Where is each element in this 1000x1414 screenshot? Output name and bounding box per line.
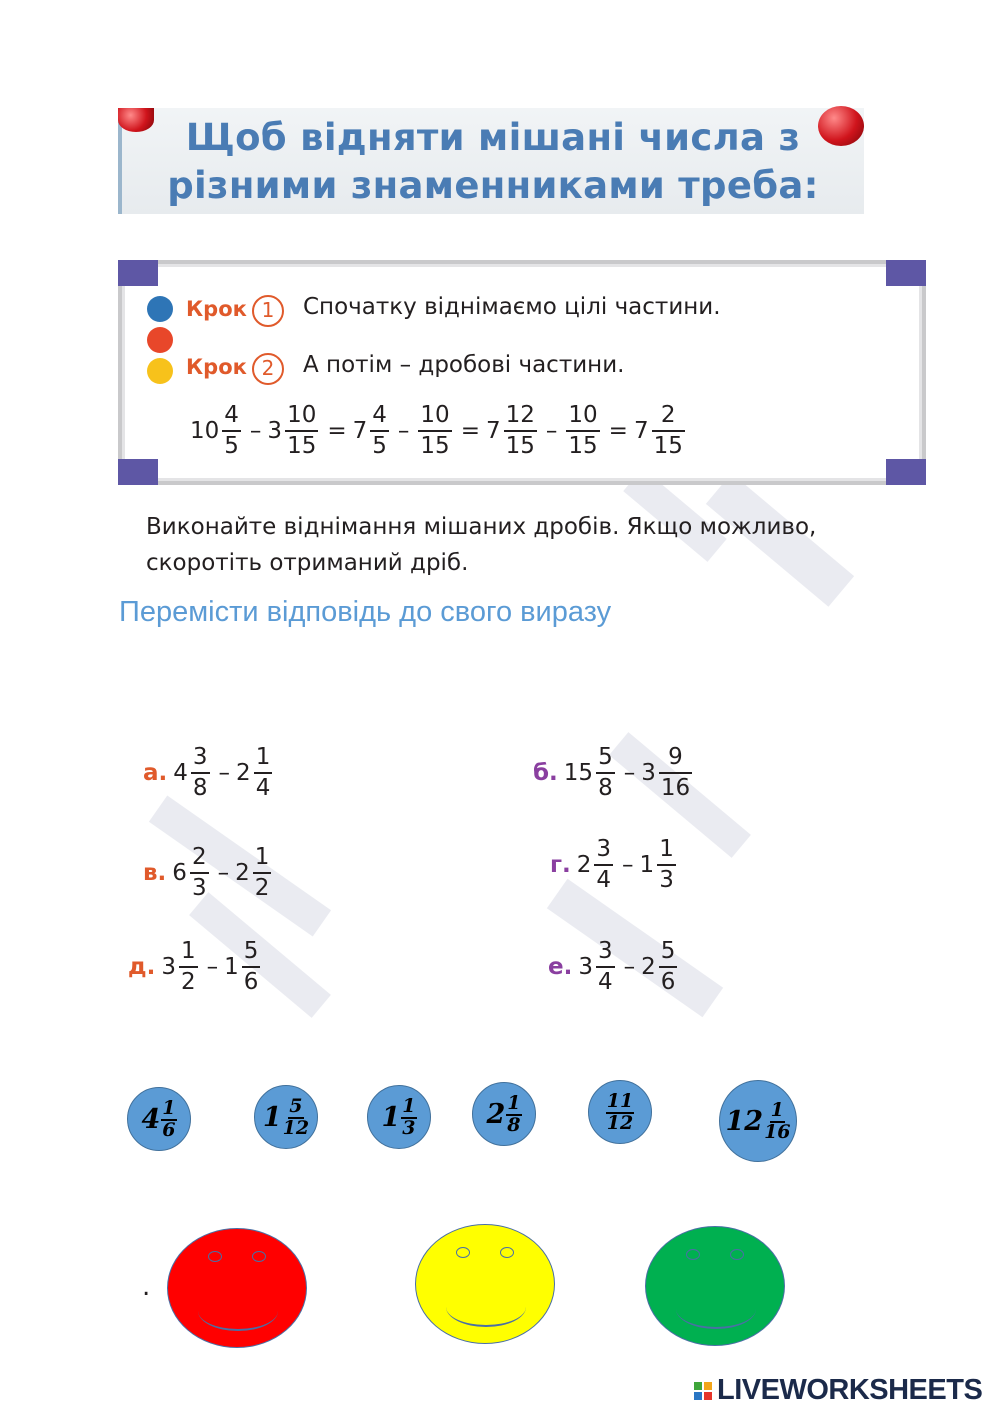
minus-sign: – <box>545 418 558 444</box>
fraction: $\frac{1}{3}$ <box>659 836 674 893</box>
fraction: $\frac{10}{15}$ <box>420 402 450 459</box>
minus-sign: – <box>623 760 636 786</box>
step-1-number: 1 <box>252 295 284 327</box>
answer-circle[interactable] <box>254 1085 318 1149</box>
whole-part: 7 <box>352 418 368 444</box>
smiley-mouth <box>676 1289 756 1329</box>
corner-decoration <box>886 459 926 485</box>
smiley-eye <box>730 1249 744 1260</box>
smiley-eye <box>686 1249 700 1260</box>
task-expression[interactable] <box>548 940 680 994</box>
fraction: $\frac{9}{16}$ <box>660 744 691 801</box>
fraction: $\frac{3}{4}$ <box>597 938 613 995</box>
fraction: $\frac{5}{6}$ <box>243 938 259 995</box>
task-label: е. <box>548 954 573 980</box>
berry-decoration-left <box>118 108 154 132</box>
corner-decoration <box>886 260 926 286</box>
fraction: $\frac{5}{8}$ <box>598 744 613 801</box>
whole-part: 10 <box>190 418 220 444</box>
equals-sign: = <box>460 418 480 444</box>
brand-name: LIVEWORKSHEETS <box>717 1374 983 1406</box>
whole-part: 15 <box>563 760 594 786</box>
drag-hint: Перемісти відповідь до свого виразу <box>119 596 612 628</box>
task-expression[interactable] <box>550 838 679 892</box>
yellow-dot <box>147 358 173 384</box>
corner-decoration <box>118 260 158 286</box>
whole-part: 6 <box>172 860 187 886</box>
answer-circle[interactable] <box>127 1087 191 1151</box>
step-2-text: А потім – дробові частини. <box>303 352 625 378</box>
task-label: д. <box>128 954 156 980</box>
minus-sign: – <box>249 418 262 444</box>
minus-sign: – <box>206 954 219 980</box>
minus-sign: – <box>397 418 410 444</box>
task-expression[interactable] <box>533 746 695 800</box>
smiley-eye <box>252 1251 266 1262</box>
fraction: $\frac{4}{5}$ <box>372 402 387 459</box>
task-label: б. <box>533 760 558 786</box>
whole-part: 2 <box>641 954 656 980</box>
example-equation <box>190 404 688 458</box>
answer-value: 4 1 6 <box>141 1097 176 1141</box>
berry-decoration-right <box>818 106 864 146</box>
fraction: $\frac{10}{15}$ <box>287 402 317 459</box>
answer-circle[interactable] <box>588 1080 652 1144</box>
answer-circle[interactable] <box>367 1085 431 1149</box>
fraction: $\frac{1}{2}$ <box>254 844 270 901</box>
fraction: $\frac{2}{3}$ <box>191 844 207 901</box>
brand-logo-icon <box>693 1381 715 1401</box>
task-label: в. <box>143 860 167 886</box>
answer-circle[interactable] <box>719 1080 797 1162</box>
fraction: $\frac{12}{15}$ <box>505 402 535 459</box>
minus-sign: – <box>218 760 231 786</box>
answer-value: 12 1 16 <box>725 1099 791 1143</box>
minus-sign: – <box>622 852 634 878</box>
corner-decoration <box>118 459 158 485</box>
fraction: $\frac{1}{4}$ <box>255 744 271 801</box>
answer-value: 1 1 3 <box>381 1095 416 1139</box>
minus-sign: – <box>623 954 636 980</box>
whole-part: 7 <box>633 418 649 444</box>
smiley-face[interactable] <box>645 1226 785 1346</box>
minus-sign: – <box>217 860 230 886</box>
fraction: $\frac{4}{5}$ <box>224 402 239 459</box>
whole-part: 3 <box>641 760 656 786</box>
task-expression[interactable] <box>143 746 275 800</box>
whole-part: 1 <box>639 852 655 878</box>
fraction: $\frac{5}{6}$ <box>660 938 676 995</box>
smiley-mouth <box>198 1291 278 1331</box>
answer-value: 1 5 12 <box>262 1095 310 1139</box>
smiley-mouth <box>446 1287 526 1327</box>
answer-value: 2 1 8 <box>486 1092 521 1136</box>
instruction-line-2: скоротіть отриманий дріб. <box>146 550 469 576</box>
watermark-shape <box>706 473 854 606</box>
step-1-text: Спочатку віднімаємо цілі частини. <box>303 294 721 320</box>
stray-mark: . <box>142 1272 151 1302</box>
whole-part: 3 <box>161 954 176 980</box>
whole-part: 3 <box>578 954 593 980</box>
equals-sign: = <box>608 418 628 444</box>
smiley-eye <box>500 1247 514 1258</box>
step-1-label: Крок <box>186 297 247 321</box>
smiley-face[interactable] <box>415 1224 555 1344</box>
step-2-number: 2 <box>252 353 284 385</box>
smiley-face[interactable] <box>167 1228 307 1348</box>
red-dot <box>147 327 173 353</box>
answer-circle[interactable] <box>472 1082 536 1146</box>
task-expression[interactable] <box>143 846 274 900</box>
answer-value: 11 12 <box>606 1090 634 1134</box>
fraction: $\frac{10}{15}$ <box>568 402 598 459</box>
fraction: $\frac{2}{15}$ <box>653 402 683 459</box>
task-label: а. <box>143 760 168 786</box>
smiley-eye <box>208 1251 222 1262</box>
brand <box>693 1374 982 1407</box>
title-banner <box>118 108 864 214</box>
title-line-1: Щоб відняти мішані числа з <box>185 116 801 159</box>
step-2-label: Крок <box>186 355 247 379</box>
fraction: $\frac{3}{8}$ <box>192 744 208 801</box>
whole-part: 3 <box>267 418 283 444</box>
blue-dot <box>147 296 173 322</box>
fraction: $\frac{1}{2}$ <box>180 938 196 995</box>
instruction-line-1: Виконайте віднімання мішаних дробів. Якщо можливо, <box>146 514 817 540</box>
whole-part: 2 <box>235 860 250 886</box>
whole-part: 1 <box>224 954 239 980</box>
whole-part: 4 <box>173 760 188 786</box>
task-label: г. <box>550 852 571 878</box>
whole-part: 2 <box>236 760 251 786</box>
equals-sign: = <box>327 418 347 444</box>
whole-part: 2 <box>576 852 592 878</box>
task-expression[interactable] <box>128 940 263 994</box>
whole-part: 7 <box>485 418 501 444</box>
smiley-eye <box>456 1247 470 1258</box>
fraction: $\frac{3}{4}$ <box>596 836 612 893</box>
title-line-2: різними знаменниками треба: <box>167 164 819 207</box>
